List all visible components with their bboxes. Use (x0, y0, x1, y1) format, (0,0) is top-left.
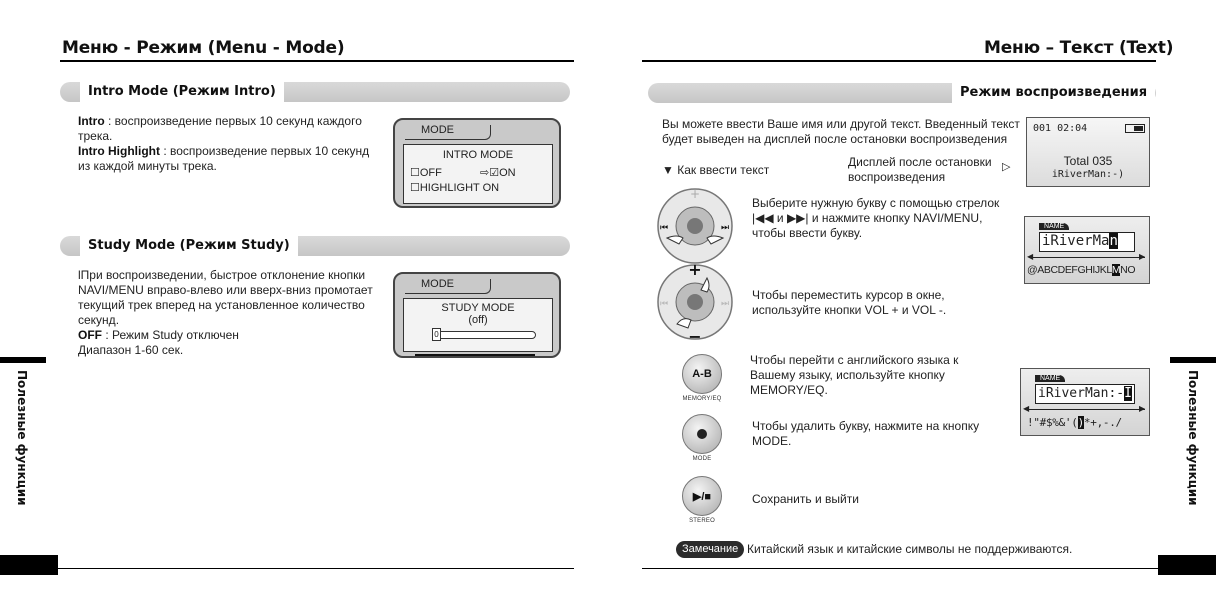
left-title-rule (60, 60, 574, 62)
svg-text:⏮: ⏮ (660, 223, 669, 233)
intro-term-text: : воспроизведение первых 10 секунд каждого трека. (78, 114, 362, 143)
lcd-total: Total 035 (1063, 154, 1113, 168)
how-to-enter-text: ▼ Как ввести текст (662, 163, 770, 177)
stereo-button-illustration (672, 476, 732, 524)
navi-joystick-left-right (655, 186, 735, 266)
right-title-rule (642, 60, 1156, 62)
note-badge: Замечание (676, 541, 744, 558)
svg-text:⏭: ⏭ (721, 299, 730, 309)
lcd-status: 001 02:04 (1033, 123, 1088, 134)
arrow-left-icon: ◀ (1027, 252, 1034, 261)
memory-eq-label: MEMORY/EQ (682, 396, 722, 402)
svg-text:−: − (688, 327, 702, 344)
study-section-heading: Study Mode (Режим Study) (80, 236, 298, 256)
lcd-name-field: iRiverMan:-I (1035, 384, 1135, 404)
lcd-cursor: n (1109, 233, 1118, 249)
lcd-cursor: I (1124, 386, 1132, 401)
step-5-text: Сохранить и выйти (752, 492, 859, 506)
display-caption: Дисплей после остановки воспроизведения (848, 155, 992, 184)
right-bottom-rule (642, 568, 1158, 569)
playback-section-heading: Режим воспроизведения (952, 83, 1155, 103)
note-text: Китайский язык и китайские символы не поддерживаются. (747, 542, 1073, 556)
name-entry-lcd-2 (1020, 368, 1150, 436)
study-off-text: : Режим Study отключен (102, 328, 239, 342)
study-off-term: OFF (78, 328, 102, 342)
lcd-study-mode-title: STUDY MODE (441, 302, 515, 314)
right-page-corner (1158, 555, 1216, 575)
lcd-char-strip: !"#$%&'()*+,-./ (1027, 416, 1122, 429)
left-side-tab-marker (0, 357, 46, 363)
battery-icon (1125, 124, 1145, 133)
study-description (78, 268, 378, 358)
intro-description (78, 114, 378, 174)
right-side-label: Полезные функции (1186, 370, 1200, 506)
study-paragraph: lПри воспроизведении, быстрое отклонение кнопки NAVI/MENU вправо-влево или вверх-вниз промотает текущий трек вперед на установленное количество секунд. (78, 268, 373, 327)
arrow-left-icon: ◀ (1023, 404, 1030, 413)
lcd-name-tab: NAME (1035, 375, 1065, 382)
left-page-corner (0, 555, 58, 575)
left-bottom-rule (58, 568, 574, 569)
memory-eq-button-illustration (672, 354, 732, 402)
svg-text:+: + (689, 187, 701, 201)
text-intro: Вы можете ввести Ваше имя или другой текст. Введенный текст будет выведен на дисплей после остановки воспроизведения (662, 117, 1020, 146)
arrow-right-icon: ▷ (1002, 161, 1011, 173)
study-slider-track (436, 331, 536, 339)
step-2-text: Чтобы переместить курсор в окне, используйте кнопки VOL + и VOL -. (752, 288, 947, 317)
study-mode-lcd (393, 272, 561, 358)
display-after-stop-lcd (1026, 117, 1150, 187)
stereo-label: STEREO (689, 518, 715, 524)
right-side-tab-marker (1170, 357, 1216, 363)
intro-highlight-text: : воспроизведение первых 10 секунд из каждой минуты трека. (78, 144, 370, 173)
ab-button-icon: A-B (682, 354, 722, 394)
right-page-title: Меню – Текст (Text) (984, 38, 1174, 58)
play-stop-button-icon: ▶/■ (682, 476, 722, 516)
mode-button-icon (682, 414, 722, 454)
mode-button-illustration (672, 414, 732, 462)
step-3-text: Чтобы перейти с английского языка к Вашему языку, используйте кнопку MEMORY/EQ. (750, 353, 959, 397)
left-side-label: Полезные функции (15, 370, 29, 506)
lcd-name-tab: NAME (1039, 223, 1069, 230)
intro-term: Intro (78, 114, 105, 128)
lcd-study-mode-value: (off) (468, 314, 488, 326)
step-4-text: Чтобы удалить букву, нажмите на кнопку MODE. (752, 419, 980, 448)
lcd-intro-mode-title: INTRO MODE (442, 149, 514, 161)
svg-text:⏭: ⏭ (721, 223, 730, 233)
arrow-right-icon: ▶ (1139, 404, 1146, 413)
lcd-option-off: ☐OFF (410, 167, 442, 179)
mode-label: MODE (692, 456, 712, 462)
intro-mode-lcd (393, 118, 561, 208)
lcd-tab-mode: MODE (421, 124, 454, 136)
lcd-option-highlight: ☐HIGHLIGHT ON (410, 182, 500, 194)
lcd-tab-mode: MODE (421, 278, 454, 290)
svg-text:⏮: ⏮ (660, 299, 669, 309)
name-entry-lcd-1 (1024, 216, 1150, 284)
arrow-right-icon: ▶ (1139, 252, 1146, 261)
lcd-name-field: iRiverMan (1039, 232, 1135, 252)
left-page-title: Меню - Режим (Menu - Mode) (62, 38, 345, 58)
lcd-option-on: ⇨☑ON (480, 167, 516, 179)
svg-text:+: + (688, 260, 702, 279)
intro-highlight-term: Intro Highlight (78, 144, 160, 158)
study-slider-handle: 0 (432, 328, 441, 341)
navi-joystick-up-down (655, 258, 735, 344)
lcd-user-text: iRiverMan:-) (1051, 169, 1125, 180)
intro-section-heading: Intro Mode (Режим Intro) (80, 82, 284, 102)
lcd-char-strip: @ABCDEFGHIJKLMNO (1027, 264, 1136, 276)
step-1-text: Выберите нужную букву с помощью стрелок |◀◀ и ▶▶| и нажмите кнопку NAVI/MENU, чтобы ввести букву. (752, 196, 1000, 240)
study-range: Диапазон 1-60 сек. (78, 343, 184, 357)
